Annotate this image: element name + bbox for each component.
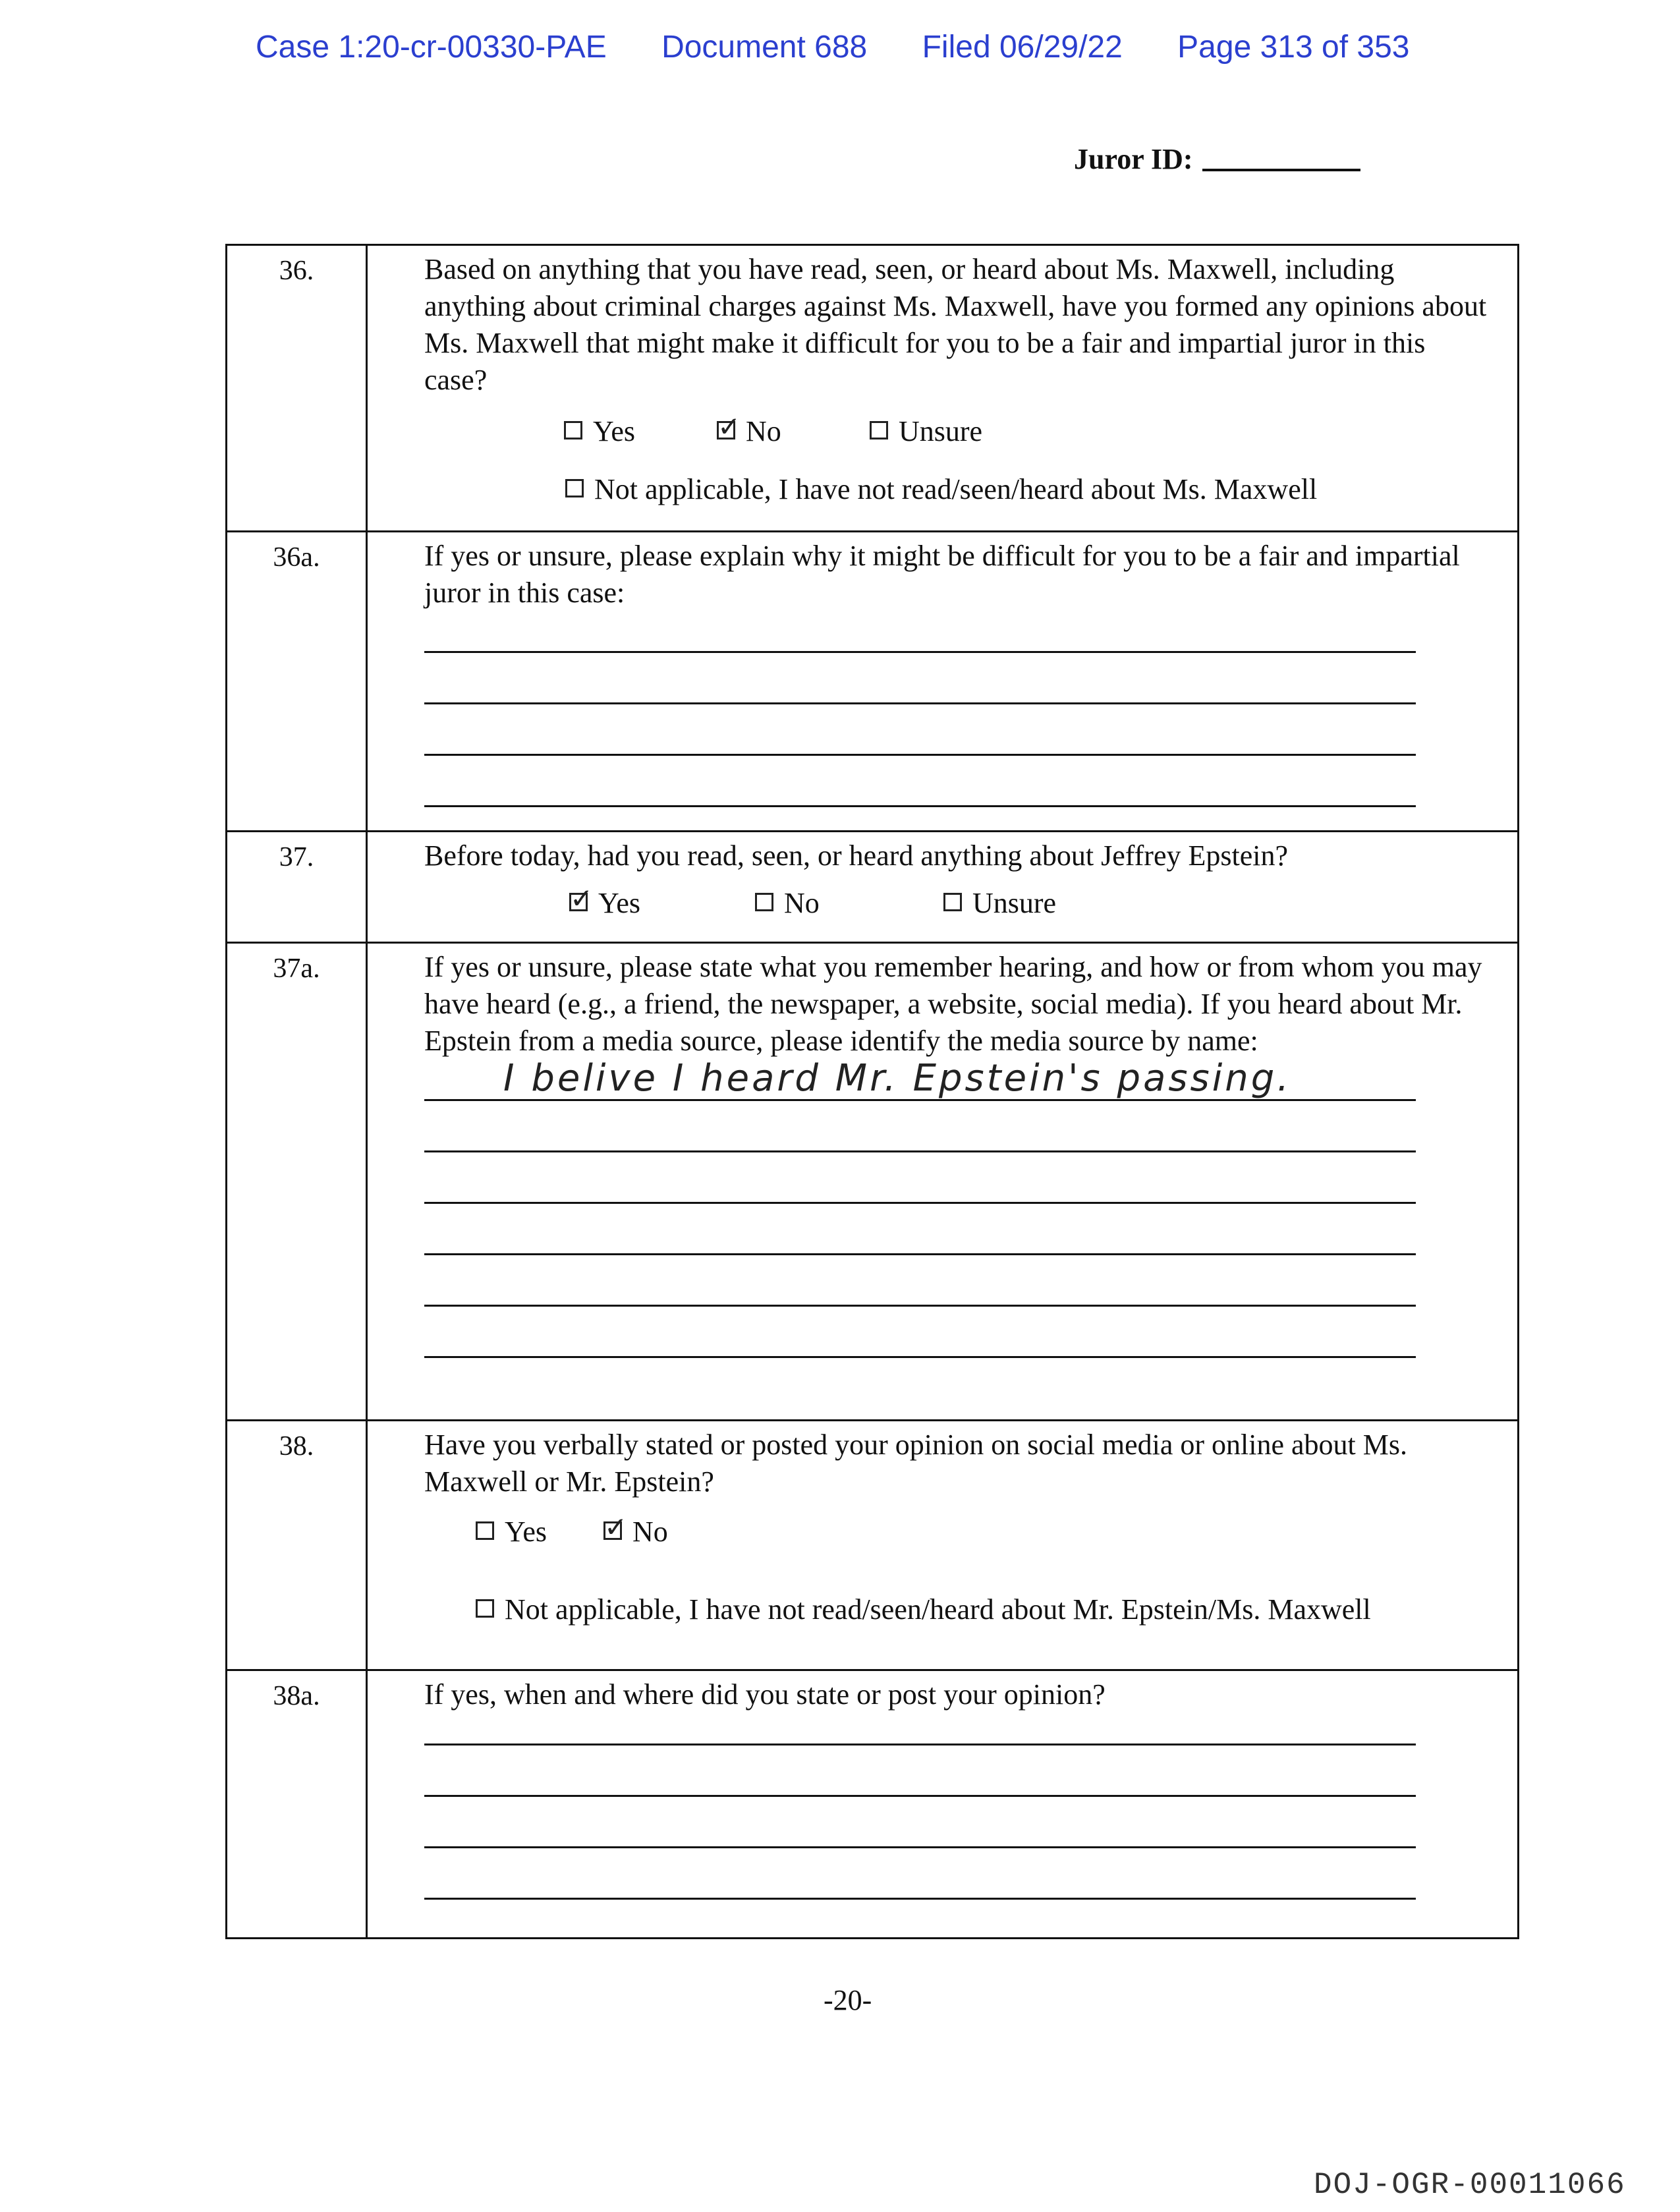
question-number: 37. bbox=[227, 832, 368, 942]
checkbox-yes[interactable] bbox=[476, 1521, 494, 1540]
option-yes[interactable]: Yes bbox=[564, 413, 717, 450]
answer-line[interactable] bbox=[424, 754, 1416, 756]
answer-line[interactable] bbox=[424, 1356, 1416, 1358]
question-text: If yes or unsure, please explain why it might be difficult for you to be a fair and impartial juror in this case: bbox=[424, 540, 1460, 609]
question-text: If yes, when and where did you state or post your opinion? bbox=[424, 1678, 1106, 1711]
option-no[interactable]: ✓ No bbox=[603, 1514, 668, 1550]
question-number: 37a. bbox=[227, 944, 368, 1419]
question-row-37a bbox=[227, 942, 1517, 1419]
answer-line[interactable] bbox=[424, 1898, 1416, 1900]
checkbox-no-checked[interactable] bbox=[717, 421, 735, 440]
checkbox-no-checked[interactable] bbox=[603, 1521, 622, 1540]
question-row-36 bbox=[227, 246, 1517, 530]
filed-date: Filed 06/29/22 bbox=[922, 30, 1123, 65]
case-header bbox=[256, 29, 1455, 65]
answer-options bbox=[476, 1514, 1491, 1550]
answer-line[interactable] bbox=[424, 1305, 1416, 1307]
option-unsure[interactable]: Unsure bbox=[943, 885, 1056, 922]
checkbox-no[interactable] bbox=[755, 893, 773, 911]
questionnaire-table bbox=[225, 244, 1519, 1939]
checkbox-not-applicable[interactable] bbox=[565, 479, 584, 497]
option-unsure[interactable]: Unsure bbox=[870, 413, 982, 450]
option-yes[interactable]: ✓Yes bbox=[569, 885, 755, 922]
question-text: Based on anything that you have read, seen, or heard about Ms. Maxwell, including anything about criminal charges against Ms. Maxwell, have you formed any opinions about Ms. Maxwell that might make it difficult for you to be a fair and impartial juror in this case? bbox=[424, 253, 1487, 396]
option-not-applicable[interactable]: Not applicable, I have not read/seen/heard about Ms. Maxwell bbox=[565, 471, 1491, 508]
case-number: Case 1:20-cr-00330-PAE bbox=[256, 30, 607, 65]
answer-options bbox=[564, 413, 1491, 450]
question-number: 36. bbox=[227, 246, 368, 530]
handwritten-answer: I belive I heard Mr. Epstein's passing. bbox=[503, 1057, 1292, 1100]
question-number: 36a. bbox=[227, 532, 368, 830]
answer-line[interactable] bbox=[424, 1846, 1416, 1848]
juror-id-label: Juror ID: bbox=[1074, 143, 1193, 175]
question-row-37 bbox=[227, 830, 1517, 942]
answer-line[interactable] bbox=[424, 702, 1416, 704]
question-row-36a bbox=[227, 530, 1517, 830]
bates-number: DOJ-OGR-00011066 bbox=[1314, 2168, 1626, 2202]
question-number: 38a. bbox=[227, 1671, 368, 1937]
juror-id-field bbox=[1074, 142, 1360, 176]
question-text: Have you verbally stated or posted your opinion on social media or online about Ms. Maxwell or Mr. Epstein? bbox=[424, 1429, 1408, 1498]
option-no[interactable]: No bbox=[755, 885, 943, 922]
answer-line[interactable] bbox=[424, 651, 1416, 653]
checkbox-unsure[interactable] bbox=[943, 893, 962, 911]
juror-id-blank[interactable] bbox=[1202, 169, 1360, 171]
answer-line[interactable] bbox=[424, 1744, 1416, 1745]
page-indicator: Page 313 of 353 bbox=[1177, 30, 1410, 65]
answer-line[interactable] bbox=[424, 1150, 1416, 1152]
checkbox-unsure[interactable] bbox=[870, 421, 888, 440]
question-number: 38. bbox=[227, 1421, 368, 1669]
answer-options bbox=[569, 885, 1491, 922]
option-not-applicable[interactable]: Not applicable, I have not read/seen/heard about Mr. Epstein/Ms. Maxwell bbox=[476, 1591, 1491, 1628]
question-row-38 bbox=[227, 1419, 1517, 1669]
answer-line[interactable] bbox=[424, 1253, 1416, 1255]
page-number: -20- bbox=[824, 1984, 872, 2016]
question-text: Before today, had you read, seen, or heard anything about Jeffrey Epstein? bbox=[424, 839, 1288, 872]
question-text: If yes or unsure, please state what you remember hearing, and how or from whom you may have heard (e.g., a friend, the newspaper, a website, social media). If you heard about Mr. Epstein from a media source, please identify the media source by name: bbox=[424, 951, 1482, 1057]
answer-line[interactable] bbox=[424, 805, 1416, 807]
checkbox-not-applicable[interactable] bbox=[476, 1599, 494, 1618]
checkbox-yes[interactable] bbox=[564, 421, 582, 440]
question-row-38a bbox=[227, 1669, 1517, 1937]
option-no[interactable]: ✓ No bbox=[717, 413, 870, 450]
option-yes[interactable]: Yes bbox=[476, 1514, 603, 1550]
document-number: Document 688 bbox=[661, 30, 868, 65]
checkbox-yes-checked[interactable] bbox=[569, 893, 588, 911]
answer-line[interactable] bbox=[424, 1795, 1416, 1797]
answer-line[interactable] bbox=[424, 1202, 1416, 1204]
